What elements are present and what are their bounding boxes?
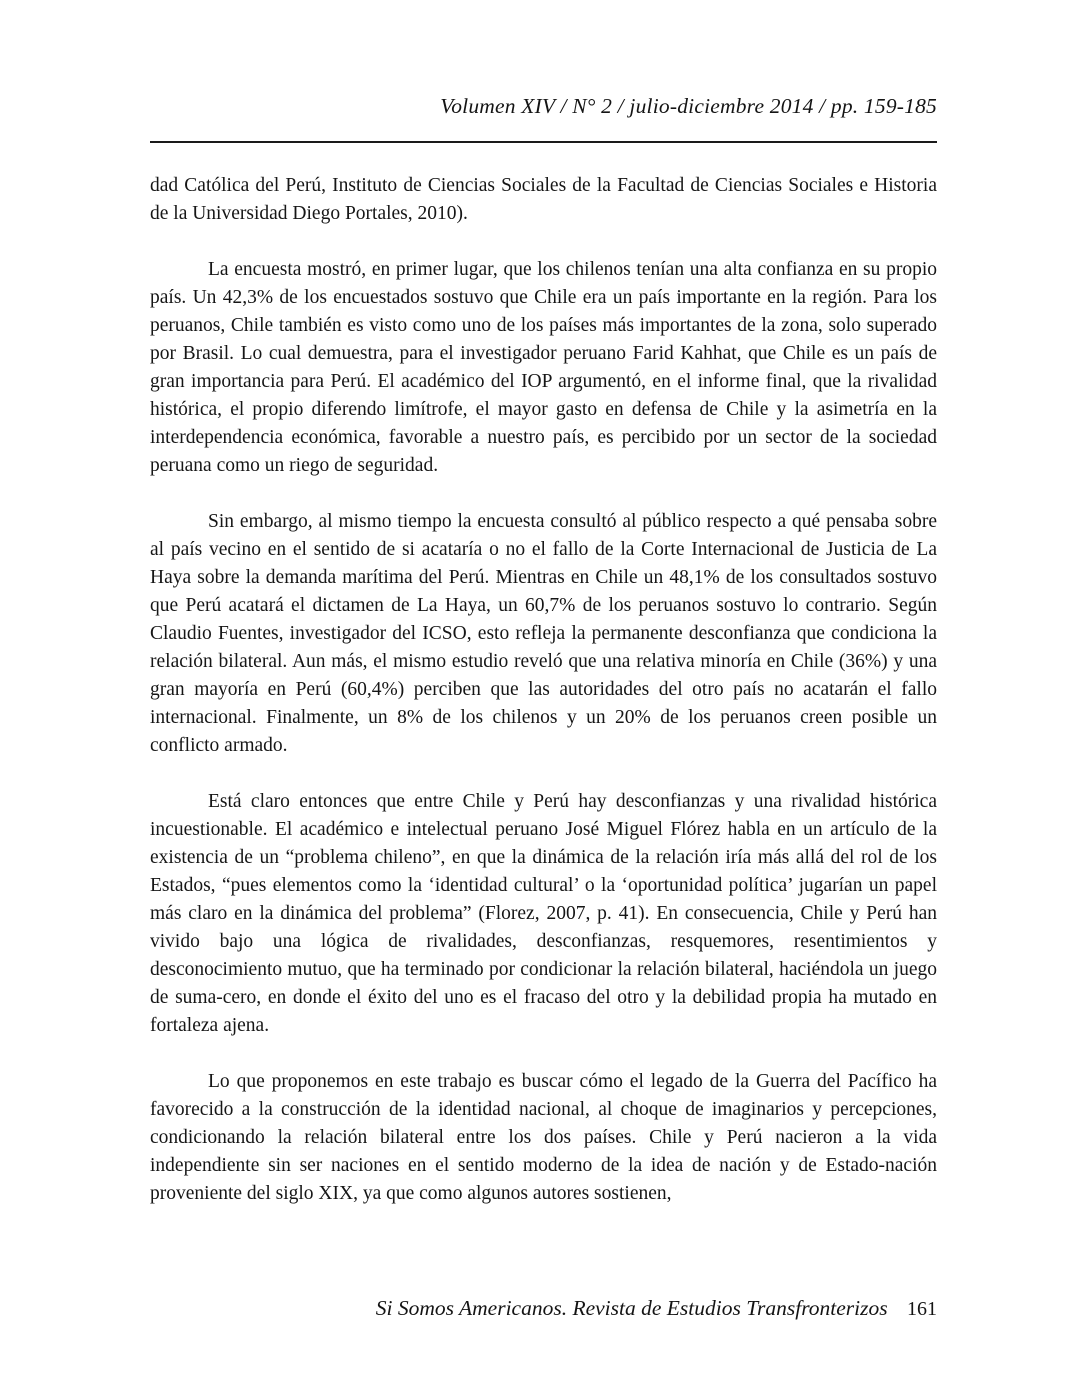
page-number: 161	[907, 1298, 937, 1320]
page-footer	[150, 1296, 937, 1321]
page-body	[150, 172, 937, 1236]
header-rule	[150, 141, 937, 143]
paragraph: La encuesta mostró, en primer lugar, que los chilenos tenían una alta confianza en su propio país. Un 42,3% de los encuestados sostuvo que Chile era un país importante en la región. Para los peruanos, Chile también es visto como uno de los países más importantes de la zona, solo superado por Brasil. Lo cual demuestra, para el investigador peruano Farid Kahhat, que Chile es un país de gran importancia para Perú. El académico del IOP argumentó, en el informe final, que la rivalidad histórica, el propio diferendo limítrofe, el mayor gasto en defensa de Chile y la asimetría en la interdependencia económica, favorable a nuestro país, es percibido por un sector de la sociedad peruana como un riego de seguridad.	[150, 259, 937, 476]
journal-title: Si Somos Americanos. Revista de Estudios Transfronterizos	[375, 1296, 888, 1320]
paragraph: Lo que proponemos en este trabajo es buscar cómo el legado de la Guerra del Pacífico ha favorecido a la construcción de la identidad nacional, al choque de imaginarios y percepciones, condicionando la relación bilateral entre los dos países. Chile y Perú nacieron a la vida independiente sin ser naciones en el sentido moderno de la idea de nación y de Estado-nación proveniente del siglo XIX, ya que como algunos autores sostienen,	[150, 1071, 937, 1204]
running-head: Volumen XIV / N° 2 / julio-diciembre 2014 / pp. 159-185	[440, 94, 937, 118]
paragraph-continuation: dad Católica del Perú, Instituto de Ciencias Sociales de la Facultad de Ciencias Sociales e Historia de la Universidad Diego Portales, 2010).	[150, 175, 937, 224]
paragraph: Sin embargo, al mismo tiempo la encuesta consultó al público respecto a qué pensaba sobre al país vecino en el sentido de si acataría o no el fallo de la Corte Internacional de Justicia de La Haya sobre la demanda marítima del Perú. Mientras en Chile un 48,1% de los consultados sostuvo que Perú acatará el dictamen de La Haya, un 60,7% de los peruanos sostuvo lo contrario. Según Claudio Fuentes, investigador del ICSO, esto refleja la permanente desconfianza que condiciona la relación bilateral. Aun más, el mismo estudio reveló que una relativa minoría en Chile (36%) y una gran mayoría en Perú (60,4%) perciben que las autoridades del otro país no acatarán el fallo internacional. Finalmente, un 8% de los chilenos y un 20% de los peruanos creen posible un conflicto armado.	[150, 511, 937, 756]
paragraph: Está claro entonces que entre Chile y Perú hay desconfianzas y una rivalidad histórica incuestionable. El académico e intelectual peruano José Miguel Flórez habla en un artículo de la existencia de un “problema chileno”, en que la dinámica de la relación iría más allá del rol de los Estados, “pues elementos como la ‘identidad cultural’ o la ‘oportunidad política’ jugarían un papel más claro en la dinámica del problema” (Florez, 2007, p. 41). En consecuencia, Chile y Perú han vivido bajo una lógica de rivalidades, desconfianzas, resquemores, resentimientos y desconocimiento mutuo, que ha terminado por condicionar la relación bilateral, haciéndola un juego de suma-cero, en donde el éxito del uno es el fracaso del otro y la debilidad propia ha mutado en fortaleza ajena.	[150, 791, 937, 1036]
